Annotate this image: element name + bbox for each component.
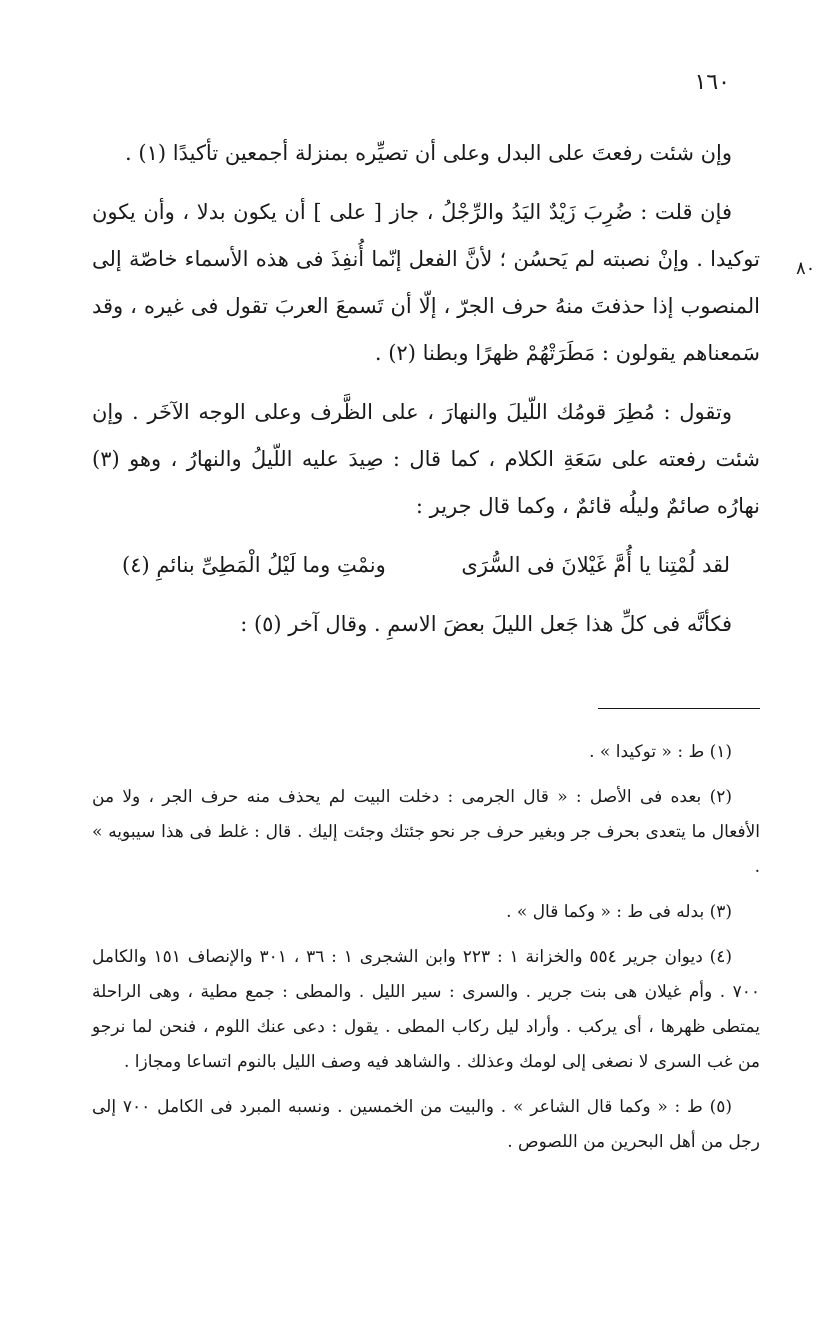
- paragraph-1: وإن شئت رفعتَ على البدل وعلى أن تصيِّره بمنزلة أجمعين تأكيدًا (١) .: [125, 141, 732, 165]
- footnote-5: (٥) ط : « وكما قال الشاعر » . والبيت من الخمسين . ونسبه المبرد فى الكامل ٧٠٠ إلى رجل من أهل البحرين من اللصوص .: [92, 1097, 760, 1152]
- margin-line-number: ٨٠: [796, 258, 816, 279]
- main-text: [92, 130, 760, 660]
- footnote-separator: [598, 708, 760, 709]
- verse-second-hemistich: ونمْتِ وما لَيْلُ الْمَطِىِّ بنائمِ (٤): [122, 553, 386, 577]
- paragraph-3: وتقول : مُطِرَ قومُك اللّيلَ والنهارَ ، على الظَّرف وعلى الوجه الآخَر . وإن شئت رفعته على سَعَةِ الكلام ، كما قال : صِيدَ عليه اللّيلُ والنهارُ ، وهو (٣) نهارُه صائمٌ وليلُه قائمٌ ، وكما قال جرير :: [92, 400, 760, 518]
- paragraph-4: فكأنَّه فى كلِّ هذا جَعل الليلَ بعضَ الاسمِ . وقال آخر (٥) :: [240, 612, 732, 636]
- verse-first-hemistich: لقد لُمْتِنا يا أُمَّ غَيْلانَ فى السُّرَى: [461, 553, 730, 577]
- poetry-verse: [92, 542, 760, 589]
- footnote-4: (٤) ديوان جرير ٥٥٤ والخزانة ١ : ٢٢٣ وابن الشجرى ١ : ٣٦ ، ٣٠١ والإنصاف ١٥١ والكامل ٧٠٠ . وأم غيلان هى بنت جرير . والسرى : سير الليل . والمطى : جمع مطية ، وهى الراحلة يمتطى ظهرها ، أى يركب . وأراد ليل ركاب المطى . يقول : دعى عنك اللوم ، فنحن لما نرجو من غب السرى لا نصغى إلى لومك وعذلك . والشاهد فيه وصف الليل بالنوم اتساعا ومجازا .: [92, 947, 760, 1072]
- footnote-1: (١) ط : « توكيدا » .: [589, 742, 732, 762]
- paragraph-2: فإن قلت : ضُرِبَ زَيْدٌ اليَدُ والرِّجْلُ ، جاز [ على ] أن يكون بدلا ، وأن يكون توكيدا . وإنْ نصبته لم يَحسُن ؛ لأنَّ الفعل إنّما أُنفِذَ فى هذه الأسماء خاصّة إلى المنصوب إذا حذفتَ منهُ حرف الجرّ ، إلّا أن تَسمعَ العربَ تقول فى غيره ، وقد سَمعناهم يقولون : مَطَرَتْهُمْ ظهرًا وبطنا (٢) .: [92, 200, 760, 365]
- footnotes: [92, 735, 760, 1170]
- footnote-3: (٣) بدله فى ط : « وكما قال » .: [506, 902, 732, 922]
- page-number: ١٦٠: [694, 70, 730, 95]
- footnote-2: (٢) بعده فى الأصل : « قال الجرمى : دخلت البيت لم يحذف منه حرف الجر ، ولا من الأفعال ما يتعدى بحرف جر وبغير حرف جر نحو جئتك وجئت إليك . قال : غلط فى هذا سيبويه » .: [92, 787, 760, 877]
